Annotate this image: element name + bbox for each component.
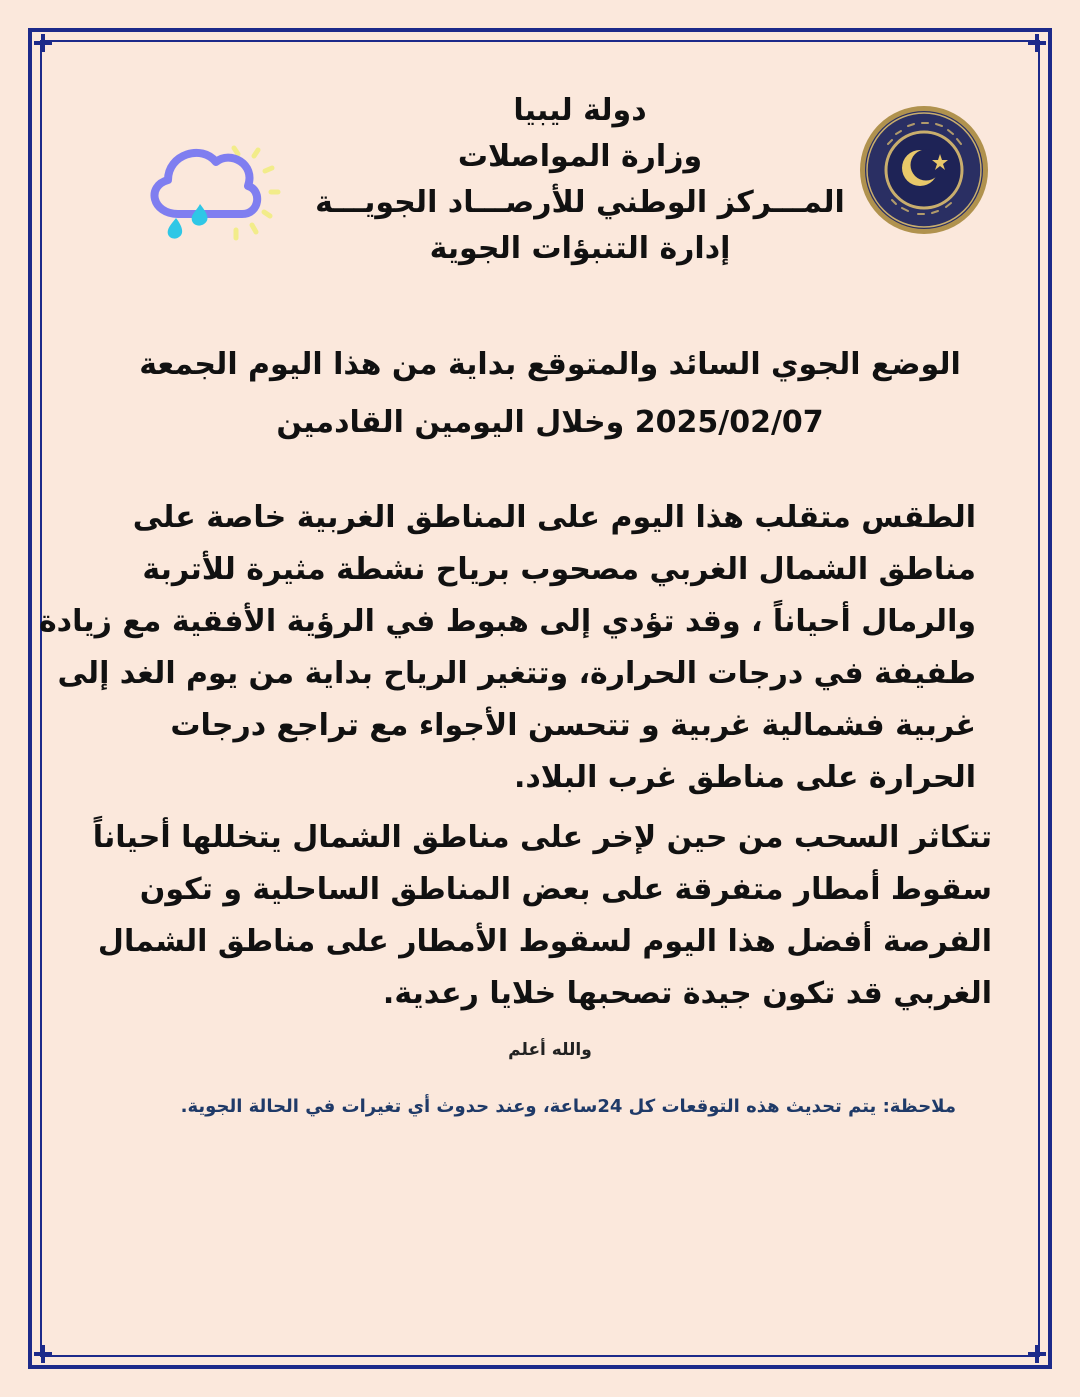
rain-cloud-sun-icon: [138, 134, 298, 246]
paragraph-line: الغربي قد تكون جيدة تصحبها خلايا رعدية.: [382, 976, 992, 1011]
forecast-title-line2: 2025/02/07 وخلال اليومين القادمين: [276, 405, 824, 440]
header-department: إدارة التنبؤات الجوية: [429, 231, 731, 266]
paragraph-line: والرمال أحياناً ، وقد تؤدي إلى هبوط في الرؤية الأفقية مع زيادة: [38, 604, 976, 639]
letterhead: [300, 88, 860, 272]
forecast-title: [130, 336, 970, 452]
forecast-title-line1: الوضع الجوي السائد والمتوقع بداية من هذا اليوم الجمعة: [139, 347, 961, 382]
paragraph-line: الحرارة على مناطق غرب البلاد.: [513, 760, 976, 795]
paragraph-line: الطقس متقلب هذا اليوم على المناطق الغربية خاصة على: [132, 500, 976, 535]
frame-corner-ornament: [34, 1345, 52, 1363]
header-center: المـــركز الوطني للأرصـــاد الجويـــة: [315, 185, 845, 220]
paragraph-line: الفرصة أفضل هذا اليوم لسقوط الأمطار على مناطق الشمال: [97, 924, 992, 959]
paragraph-line: تتكاثر السحب من حين لإخر على مناطق الشمال يتخللها أحياناً: [92, 820, 992, 855]
forecast-paragraph-1: [38, 492, 976, 804]
ministry-seal-icon: [858, 104, 990, 236]
frame-corner-ornament: [34, 34, 52, 52]
closing-phrase: والله أعلم: [508, 1040, 592, 1060]
header-country: دولة ليبيا: [513, 93, 647, 128]
header-ministry: وزارة المواصلات: [457, 139, 703, 174]
paragraph-line: سقوط أمطار متفرقة على بعض المناطق الساحلية و تكون: [139, 872, 992, 907]
update-note: ملاحظة: يتم تحديث هذه التوقعات كل 24ساعة، وعند حدوث أي تغيرات في الحالة الجوية.: [180, 1096, 956, 1117]
frame-corner-ornament: [1028, 1345, 1046, 1363]
paragraph-line: مناطق الشمال الغربي مصحوب برياح نشطة مثيرة للأتربة: [142, 552, 976, 587]
paragraph-line: غربية فشمالية غربية و تتحسن الأجواء مع تراجع درجات: [170, 708, 976, 743]
frame-corner-ornament: [1028, 34, 1046, 52]
forecast-paragraph-2: [92, 812, 992, 1020]
paragraph-line: طفيفة في درجات الحرارة، وتتغير الرياح بداية من يوم الغد إلى: [57, 656, 976, 691]
